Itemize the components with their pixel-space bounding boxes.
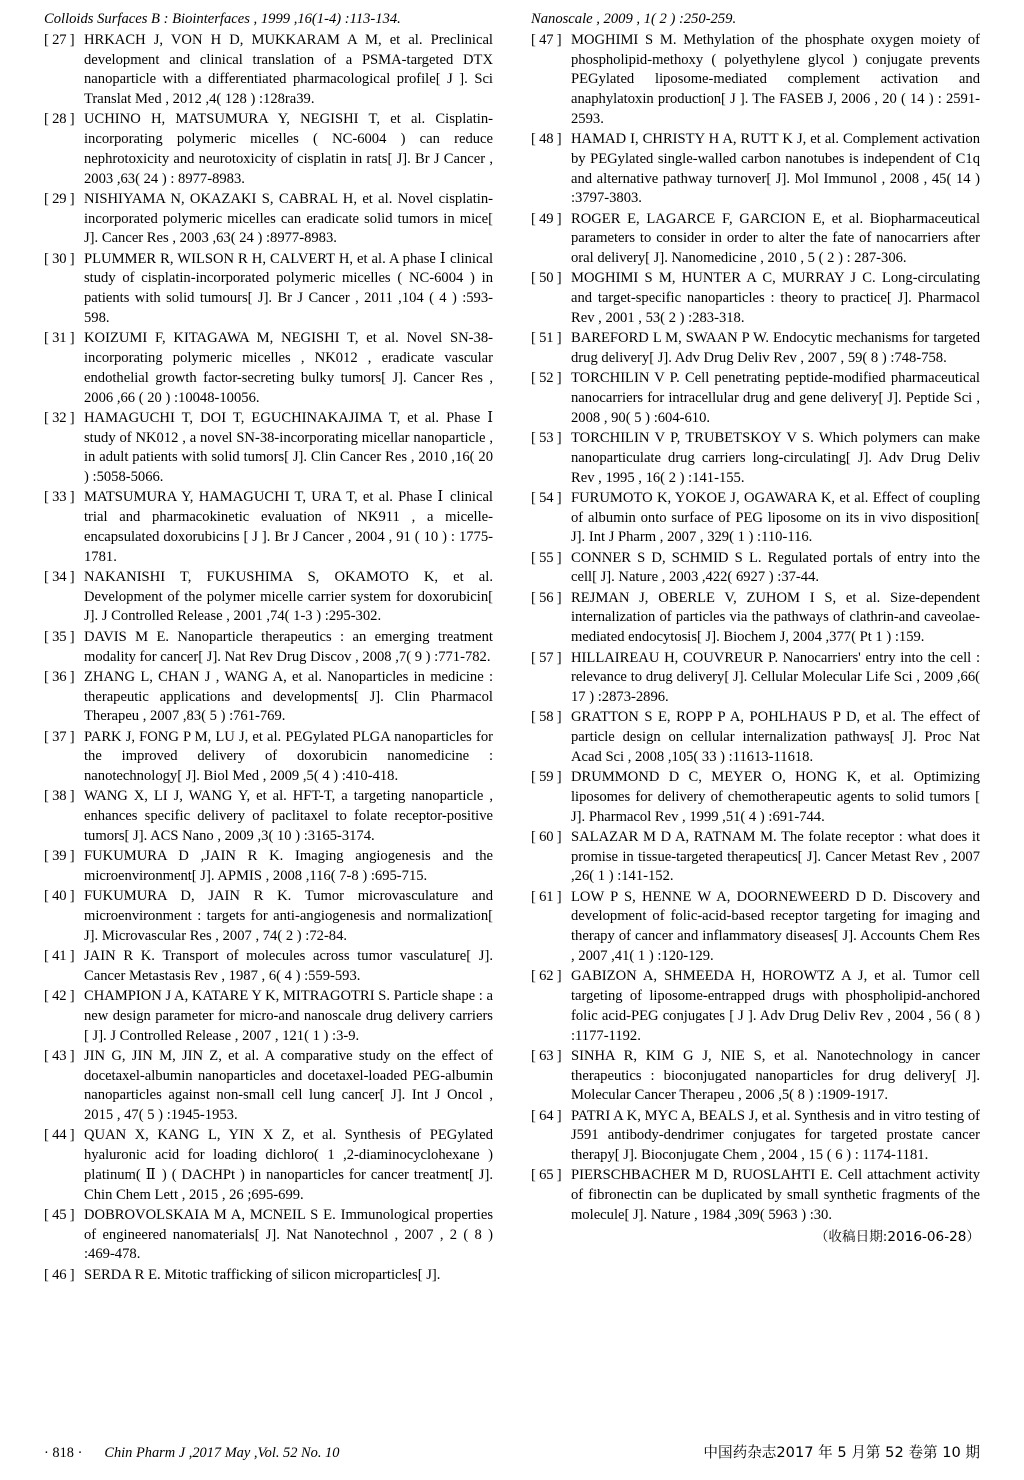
- reference-continuation: [44, 10, 493, 30]
- reference-entry: [531, 269, 980, 328]
- reference-entry: [531, 708, 980, 767]
- left-column: [44, 10, 493, 1390]
- reference-number: [ 40 ]: [44, 888, 75, 905]
- reference-entry: [44, 728, 493, 787]
- reference-number: [ 57 ]: [531, 649, 562, 666]
- reference-number: [ 37 ]: [44, 728, 75, 745]
- reference-number: [ 27 ]: [44, 31, 75, 48]
- reference-text: TORCHILIN V P. Cell penetrating peptide-modified pharmaceutical nanocarriers for intracellular drug and gene delivery[ J]. Peptide Sci , 2008 , 90( 5 ) :604-610.: [571, 370, 980, 426]
- reference-text: Nanoscale , 2009 , 1( 2 ) :250-259.: [531, 11, 737, 27]
- reference-entry: [531, 329, 980, 369]
- reference-entry: [531, 1166, 980, 1225]
- reference-text: WANG X, LI J, WANG Y, et al. HFT-T, a targeting nanoparticle , enhances specific delivery of paclitaxel to folate receptor-positive tumors[ J]. ACS Nano , 2009 ,3( 10 ) :3165-3174.: [84, 788, 493, 844]
- reference-number: [ 39 ]: [44, 848, 75, 865]
- reference-number: [ 49 ]: [531, 210, 562, 227]
- reference-number: [ 48 ]: [531, 131, 562, 148]
- reference-number: [ 30 ]: [44, 250, 75, 267]
- reference-number: [ 28 ]: [44, 111, 75, 128]
- reference-text: HAMAD I, CHRISTY H A, RUTT K J, et al. Complement activation by PEGylated single-walled carbon nanotubes is independent of C1q and alternative pathway turnover[ J]. Mol Immunol , 2008 , 45( 14 ) :3797-3803.: [571, 131, 980, 207]
- reference-number: [ 29 ]: [44, 190, 75, 207]
- reference-text: KOIZUMI F, KITAGAWA M, NEGISHI T, et al. Novel SN-38-incorporating polymeric micelles , NK012 , eradicate vascular endothelial growth factor-secreting bulky tumors[ J]. Cancer Res , 2006 ,66 ( 20 ) :10048-10056.: [84, 330, 493, 406]
- reference-number: [ 55 ]: [531, 549, 562, 566]
- right-reference-list: [531, 31, 980, 1226]
- reference-entry: [531, 967, 980, 1046]
- reference-text: ROGER E, LAGARCE F, GARCION E, et al. Biopharmaceutical parameters to consider in order to alter the fate of nanocarriers after oral delivery[ J]. Nanomedicine , 2010 , 5 ( 2 ) : 287-306.: [571, 210, 980, 267]
- reference-text: CHAMPION J A, KATARE Y K, MITRAGOTRI S. Particle shape : a new design parameter for micro-and nanoscale drug delivery carriers [ J]. J Controlled Release , 2007 , 121( 1 ) :3-9.: [84, 988, 493, 1044]
- reference-text: JIN G, JIN M, JIN Z, et al. A comparative study on the effect of docetaxel-albumin nanoparticles and docetaxel-loaded PEG-albumin nanoparticles against non-small cell lung cancer[ J]. Int J Oncol , 2015 , 47( 5 ) :1945-1953.: [84, 1047, 493, 1124]
- reference-entry: [531, 1107, 980, 1166]
- reference-text: MATSUMURA Y, HAMAGUCHI T, URA T, et al. Phase Ⅰ clinical trial and pharmacokinetic evaluation of NK911 , a micelle-encapsulated doxorubicins [ J ]. Br J Cancer , 2004 , 91 ( 10 ) : 1775-1781.: [84, 489, 493, 565]
- reference-entry: [44, 110, 493, 189]
- reference-text: LOW P S, HENNE W A, DOORNEWEERD D D. Discovery and development of folic-acid-based receptor targeting for imaging and therapy of cancer and inflammatory diseases[ J]. Accounts Chem Res , 2007 ,41( 1 ) :120-129.: [571, 888, 980, 964]
- page-footer: [44, 1441, 980, 1462]
- reference-text: FUKUMURA D, JAIN R K. Tumor microvasculature and microenvironment : targets for anti-angiogenesis and normalization[ J]. Microvascular Res , 2007 , 74( 2 ) :72-84.: [84, 888, 493, 944]
- reference-text: FUKUMURA D ,JAIN R K. Imaging angiogenesis and the microenvironment[ J]. APMIS , 2008 ,116( 7-8 ) :695-715.: [84, 848, 493, 884]
- reference-number: [ 65 ]: [531, 1167, 562, 1184]
- journal-citation-en: Chin Pharm J ,2017 May ,Vol. 52 No. 10: [104, 1445, 340, 1461]
- reference-number: [ 52 ]: [531, 370, 562, 387]
- reference-entry: [44, 190, 493, 249]
- reference-number: [ 38 ]: [44, 788, 75, 805]
- reference-number: [ 33 ]: [44, 489, 75, 506]
- right-column: [531, 10, 980, 1390]
- reference-entry: [44, 847, 493, 887]
- reference-continuation: [531, 10, 980, 30]
- reference-text: JAIN R K. Transport of molecules across tumor vasculature[ J]. Cancer Metastasis Rev , 1987 , 6( 4 ) :559-593.: [84, 947, 493, 984]
- reference-text: FURUMOTO K, YOKOE J, OGAWARA K, et al. Effect of coupling of albumin onto surface of PEG liposome on its in vivo disposition[ J]. Int J Pharm , 2007 , 329( 1 ) :110-116.: [571, 489, 980, 546]
- reference-number: [ 31 ]: [44, 330, 75, 347]
- reference-entry: [531, 130, 980, 209]
- reference-number: [ 64 ]: [531, 1107, 562, 1124]
- left-reference-list: [44, 31, 493, 1286]
- reference-entry: [44, 568, 493, 627]
- reference-number: [ 32 ]: [44, 409, 75, 426]
- reference-entry: [44, 488, 493, 567]
- reference-number: [ 43 ]: [44, 1047, 75, 1064]
- reference-number: [ 60 ]: [531, 828, 562, 845]
- reference-text: PLUMMER R, WILSON R H, CALVERT H, et al. A phase Ⅰ clinical study of cisplatin-incorporated polymeric micelles ( NC-6004 ) in patients with solid tumours[ J]. Br J Cancer , 2011 ,104 ( 4 ) :593-598.: [84, 250, 493, 326]
- reference-text: NISHIYAMA N, OKAZAKI S, CABRAL H, et al. Novel cisplatin-incorporated polymeric micelles can eradicate solid tumors in mice[ J]. Cancer Res , 2003 ,63( 24 ) :8977-8983.: [84, 190, 493, 247]
- reference-text: MOGHIMI S M. Methylation of the phosphate oxygen moiety of phospholipid-methoxy ( polyethylene glycol ) conjugate prevents PEGylated liposome-mediated complement activation and anaphylatoxin production[ J ]. The FASEB J, 2006 , 20 ( 14 ) : 2591-2593.: [571, 31, 980, 127]
- reference-entry: [531, 369, 980, 428]
- reference-text: NAKANISHI T, FUKUSHIMA S, OKAMOTO K, et al. Development of the polymer micelle carrier system for doxorubicin[ J]. J Controlled Release , 2001 ,74( 1-3 ) :295-302.: [84, 568, 493, 625]
- reference-number: [ 53 ]: [531, 430, 562, 447]
- reference-number: [ 50 ]: [531, 270, 562, 287]
- reference-entry: [44, 987, 493, 1046]
- reference-number: [ 56 ]: [531, 589, 562, 606]
- reference-entry: [531, 888, 980, 967]
- reference-text: REJMAN J, OBERLE V, ZUHOM I S, et al. Size-dependent internalization of particles via the pathways of clathrin-and caveolae-mediated endocytosis[ J]. Biochem J, 2004 ,377( Pt 1 ) :159.: [571, 589, 980, 646]
- journal-citation-cn: 中国药杂志2017 年 5 月第 52 卷第 10 期: [703, 1444, 980, 1461]
- reference-entry: [44, 628, 493, 668]
- reference-number: [ 63 ]: [531, 1047, 562, 1064]
- reference-text: PATRI A K, MYC A, BEALS J, et al. Synthesis and in vitro testing of J591 antibody-dendrimer conjugates for targeted prostate cancer therapy[ J]. Bioconjugate Chem , 2004 , 15 ( 6 ) : 1174-1181.: [571, 1107, 980, 1164]
- reference-entry: [44, 887, 493, 946]
- reference-text: QUAN X, KANG L, YIN X Z, et al. Synthesis of PEGylated hyaluronic acid for loading dichloro( 1 ,2-diaminocyclohexane ) platinum( Ⅱ ) ( DACHPt ) in nanoparticles for cancer treatment[ J]. Chin Chem Lett , 2015 , 26 ;695-699.: [84, 1127, 493, 1203]
- footer-left-group: [44, 1445, 339, 1462]
- reference-entry: [44, 1206, 493, 1265]
- reference-number: [ 51 ]: [531, 330, 562, 347]
- reference-entry: [44, 250, 493, 329]
- reference-number: [ 61 ]: [531, 888, 562, 905]
- reference-entry: [44, 409, 493, 488]
- reference-text: GRATTON S E, ROPP P A, POHLHAUS P D, et al. The effect of particle design on cellular internalization pathways[ J]. Proc Nat Acad Sci , 2008 ,105( 33 ) :11613-11618.: [571, 709, 980, 765]
- reference-entry: [531, 31, 980, 130]
- reference-text: HILLAIREAU H, COUVREUR P. Nanocarriers' entry into the cell : relevance to drug delivery[ J]. Cellular Molecular Life Sci , 2009 ,66( 17 ) :2873-2896.: [571, 649, 980, 706]
- reference-number: [ 42 ]: [44, 988, 75, 1005]
- reference-number: [ 45 ]: [44, 1206, 75, 1223]
- reference-entry: [44, 668, 493, 727]
- reference-entry: [531, 549, 980, 589]
- reference-number: [ 34 ]: [44, 568, 75, 585]
- reference-text: HRKACH J, VON H D, MUKKARAM A M, et al. Preclinical development and clinical translation of a PSMA-targeted DTX nanoparticle with a differentiated pharmacological profile[ J ]. Sci Translat Med , 2012 ,4( 128 ) :128ra39.: [84, 31, 493, 108]
- reference-text: ZHANG L, CHAN J , WANG A, et al. Nanoparticles in medicine : therapeutic applications and developments[ J]. Clin Pharmacol Therapeu , 2007 ,83( 5 ) :761-769.: [84, 668, 493, 725]
- reference-text: MOGHIMI S M, HUNTER A C, MURRAY J C. Long-circulating and target-specific nanoparticles : theory to practice[ J]. Pharmacol Rev , 2001 , 53( 2 ) :283-318.: [571, 270, 980, 326]
- reference-text: TORCHILIN V P, TRUBETSKOY V S. Which polymers can make nanoparticulate drug carriers long-circulating[ J]. Adv Drug Deliv Rev , 1995 , 16( 2 ) :141-155.: [571, 430, 980, 486]
- reference-entry: [531, 649, 980, 708]
- reference-number: [ 54 ]: [531, 489, 562, 506]
- reference-entry: [531, 429, 980, 488]
- reference-entry: [531, 489, 980, 548]
- reference-text: HAMAGUCHI T, DOI T, EGUCHINAKAJIMA T, et al. Phase Ⅰ study of NK012 , a novel SN-38-incorporating micellar nanoparticle , in adult patients with solid tumors[ J]. Clin Cancer Res , 2010 ,16( 20 ) :5058-5066.: [84, 409, 493, 486]
- reference-entry: [44, 1266, 493, 1286]
- reference-entry: [531, 1047, 980, 1106]
- reference-number: [ 58 ]: [531, 709, 562, 726]
- reference-text: SERDA R E. Mitotic trafficking of silicon microparticles[ J].: [84, 1266, 441, 1283]
- reference-number: [ 59 ]: [531, 769, 562, 786]
- reference-text: UCHINO H, MATSUMURA Y, NEGISHI T, et al. Cisplatin-incorporating polymeric micelles ( NC-6004 ) can reduce nephrotoxicity and neurotoxicity of cisplatin in rats[ J]. Br J Cancer , 2003 ,63( 24 ) : 8977-8983.: [84, 111, 493, 187]
- reference-text: PIERSCHBACHER M D, RUOSLAHTI E. Cell attachment activity of fibronectin can be duplicated by small synthetic fragments of the molecule[ J]. Nature , 1984 ,309( 5963 ) :30.: [571, 1167, 980, 1223]
- reference-number: [ 62 ]: [531, 968, 562, 985]
- reference-entry: [44, 947, 493, 987]
- reference-text: Colloids Surfaces B : Biointerfaces , 1999 ,16(1-4) :113-134.: [44, 11, 401, 27]
- reference-text: CONNER S D, SCHMID S L. Regulated portals of entry into the cell[ J]. Nature , 2003 ,422( 6927 ) :37-44.: [571, 549, 980, 586]
- reference-entry: [44, 31, 493, 110]
- reference-entry: [531, 210, 980, 269]
- reference-text: DOBROVOLSKAIA M A, MCNEIL S E. Immunological properties of engineered nanomaterials[ J]. Nat Nanotechnol , 2007 , 2 ( 8 ) :469-478.: [84, 1206, 493, 1263]
- reference-entry: [44, 1047, 493, 1126]
- reference-number: [ 41 ]: [44, 947, 75, 964]
- reference-text: SALAZAR M D A, RATNAM M. The folate receptor : what does it promise in tissue-targeted therapeutics[ J]. Cancer Metast Rev , 2007 ,26( 1 ) :141-152.: [571, 828, 980, 885]
- reference-number: [ 35 ]: [44, 628, 75, 645]
- received-date-note: （收稿日期:2016-06-28）: [814, 1228, 980, 1245]
- reference-entry: [44, 1126, 493, 1205]
- reference-entry: [531, 589, 980, 648]
- reference-text: SINHA R, KIM G J, NIE S, et al. Nanotechnology in cancer therapeutics : bioconjugated nanoparticles for drug delivery[ J]. Molecular Cancer Therapeu , 2006 ,5( 8 ) :1909-1917.: [571, 1047, 980, 1104]
- reference-number: [ 36 ]: [44, 668, 75, 685]
- reference-entry: [44, 787, 493, 846]
- reference-number: [ 46 ]: [44, 1266, 75, 1283]
- reference-entry: [44, 329, 493, 408]
- page-number: · 818 ·: [44, 1445, 83, 1461]
- reference-text: PARK J, FONG P M, LU J, et al. PEGylated PLGA nanoparticles for the improved delivery of doxorubicin nanomedicine : nanotechnology[ J]. Biol Med , 2009 ,5( 4 ) :410-418.: [84, 728, 493, 785]
- reference-text: DAVIS M E. Nanoparticle therapeutics : an emerging treatment modality for cancer[ J]. Nat Rev Drug Discov , 2008 ,7( 9 ) :771-782.: [84, 628, 493, 665]
- reference-entry: [531, 768, 980, 827]
- reference-text: DRUMMOND D C, MEYER O, HONG K, et al. Optimizing liposomes for delivery of chemotherapeutic agents to solid tumors [ J]. Pharmacol Rev , 1999 ,51( 4 ) :691-744.: [571, 769, 980, 825]
- reference-text: GABIZON A, SHMEEDA H, HOROWTZ A J, et al. Tumor cell targeting of liposome-entrapped drugs with phospholipid-anchored folic acid-PEG conjugates [ J ]. Adv Drug Deliv Rev , 2004 , 56 ( 8 ) :1177-1192.: [571, 968, 980, 1044]
- reference-number: [ 47 ]: [531, 31, 562, 48]
- reference-text: BAREFORD L M, SWAAN P W. Endocytic mechanisms for targeted drug delivery[ J]. Adv Drug Deliv Rev , 2007 , 59( 8 ) :748-758.: [571, 330, 980, 367]
- two-column-layout: [44, 10, 980, 1390]
- reference-number: [ 44 ]: [44, 1127, 75, 1144]
- reference-entry: [531, 828, 980, 887]
